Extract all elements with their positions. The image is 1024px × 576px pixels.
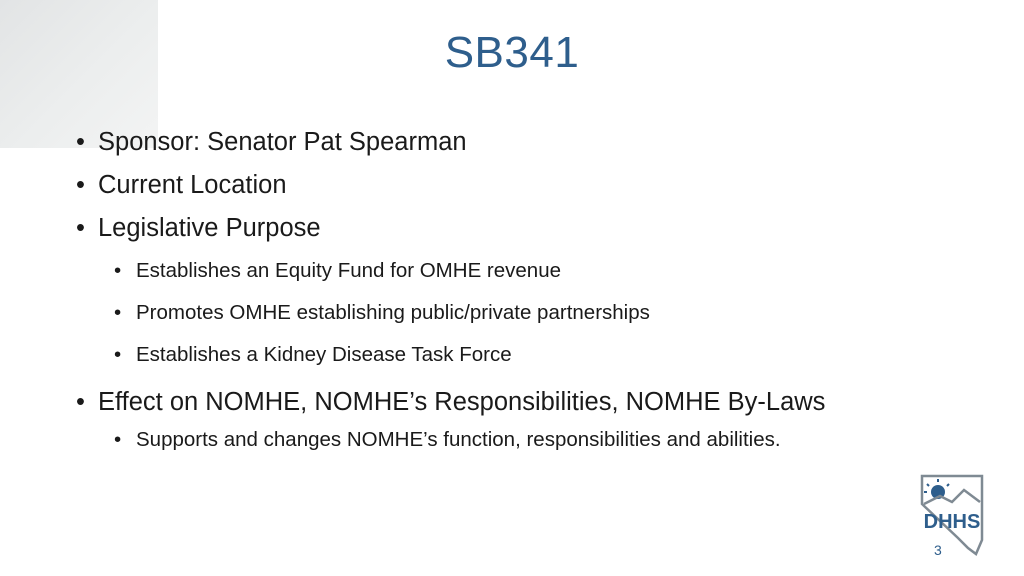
subbullet-text: Establishes an Equity Fund for OMHE revenue <box>136 259 562 282</box>
subbullet-text: Supports and changes NOMHE’s function, responsibilities and abilities. <box>136 428 781 451</box>
bullet-list <box>76 122 976 459</box>
bullet-sponsor <box>76 122 976 165</box>
logo-text: DHHS <box>923 511 981 533</box>
slide-title: SB341 <box>444 28 580 77</box>
bullet-effect-on-nomhe <box>76 382 976 425</box>
bullet-glyph: • <box>114 259 122 282</box>
bullet-glyph: • <box>76 171 85 199</box>
bullet-text: Sponsor: Senator Pat Spearman <box>98 128 467 156</box>
subbullet-partnerships <box>76 293 976 335</box>
page-number: 3 <box>934 542 942 558</box>
bullet-glyph: • <box>114 343 122 366</box>
nevada-dhhs-logo-icon <box>918 474 986 562</box>
bullet-glyph: • <box>114 301 122 324</box>
subbullet-text: Establishes a Kidney Disease Task Force <box>136 343 512 366</box>
bullet-glyph: • <box>76 128 85 156</box>
subbullet-text: Promotes OMHE establishing public/private partnerships <box>136 301 650 324</box>
dhhs-logo-svg <box>918 474 986 562</box>
bullet-text: Legislative Purpose <box>98 214 321 242</box>
bullet-glyph: • <box>114 428 122 451</box>
subbullet-equity-fund <box>76 251 976 293</box>
bullet-glyph: • <box>76 214 85 242</box>
bullet-legislative-purpose <box>76 208 976 251</box>
bullet-text: Current Location <box>98 171 287 199</box>
bullet-current-location <box>76 165 976 208</box>
subbullet-supports-changes <box>76 425 976 459</box>
bullet-glyph: • <box>76 388 85 416</box>
bullet-text: Effect on NOMHE, NOMHE’s Responsibilities, NOMHE By-Laws <box>98 388 826 416</box>
subbullet-kidney-task-force <box>76 335 976 377</box>
